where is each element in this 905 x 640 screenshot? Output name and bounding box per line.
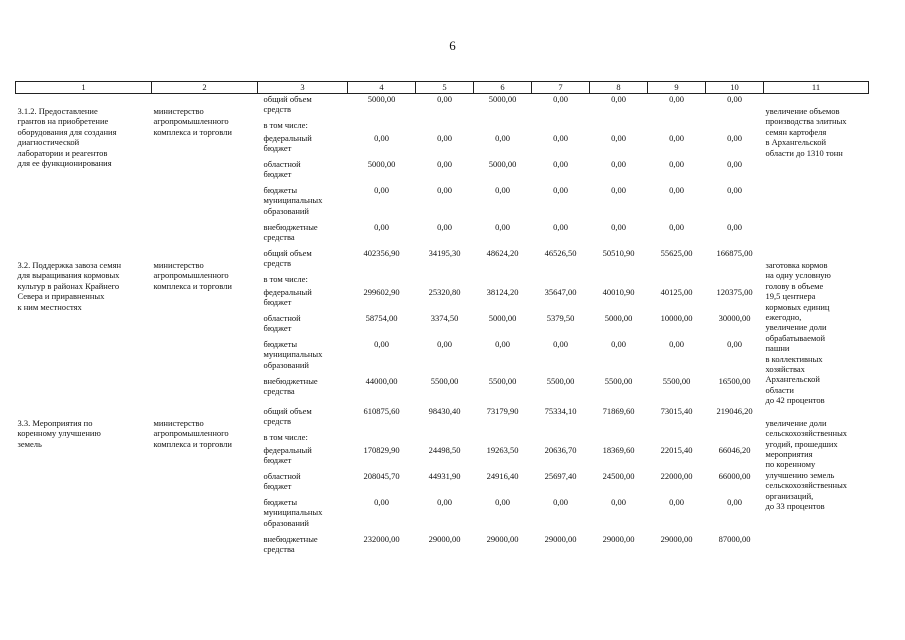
amount-cell [416,94,474,249]
amount-value: 0,00 [553,222,568,232]
amount-value: 0,00 [437,339,452,349]
amount-value: 166875,00 [716,248,753,258]
measure-cell [16,248,152,406]
funding-source-label: внебюджетные средства [263,222,318,243]
amount-value: 0,00 [495,496,510,507]
amount-value: 402356,90 [363,248,400,258]
funding-source-cell [258,94,348,249]
funding-source-label: общий объем средств [263,405,312,427]
amount-value: 24500,00 [602,470,635,481]
amount-value [350,432,414,445]
amount-value: 219046,20 [716,405,753,416]
column-number-6: 6 [474,82,532,94]
amount-value: 0,00 [437,222,452,232]
amount-cell [348,406,416,560]
amount-value: 0,00 [437,133,452,143]
amount-cell [706,406,764,560]
measure-cell-text: 3.2. Поддержка завоза семян для выращивания кормовых культур в районах Крайнего Севера и приравненных к ним местностях [17,260,122,312]
amount-cell [416,406,474,560]
expected-result-cell-text: заготовка кормов на одну условную голову в объеме 19,5 центнера кормовых единиц ежегодно, увеличение доли обрабатываемой пашни в коллективных хозяйствах Архангельской области до 42 процентов [765,260,831,406]
amount-value: 5500,00 [662,376,691,386]
amount-value: 610875,60 [363,405,400,416]
funding-source-label: областной бюджет [263,159,301,180]
amount-cell [474,406,532,560]
executor-cell [152,406,258,560]
amount-value [534,120,588,133]
amount-value [708,432,762,445]
amount-value [534,432,588,445]
amount-value: 40010,90 [602,287,635,297]
amount-cell [648,94,706,249]
column-number-1: 1 [16,82,152,94]
funding-source-label: внебюджетные средства [263,376,318,397]
amount-value: 40125,00 [660,287,693,297]
amount-value: 5500,00 [488,376,517,386]
amount-value: 0,00 [437,94,452,104]
funding-source-label: федеральный бюджет [263,287,312,308]
executor-cell-text: министерство агропромышленного комплекса и торговли [153,260,232,291]
amount-value: 0,00 [727,222,742,232]
expected-result-cell [764,406,869,560]
table-row [16,406,869,560]
column-number-9: 9 [648,82,706,94]
amount-value: 0,00 [374,222,389,232]
funding-source-cell [258,248,348,406]
amount-value [350,120,414,133]
amount-value: 25697,40 [544,470,577,481]
measure-cell [16,94,152,249]
amount-value: 0,00 [611,496,626,507]
funding-source-label: внебюджетные средства [263,533,318,555]
measure-cell [16,406,152,560]
amount-value: 0,00 [611,159,626,169]
amount-value: 0,00 [495,339,510,349]
executor-cell [152,248,258,406]
table-row [16,248,869,406]
amount-cell [706,248,764,406]
amount-value: 0,00 [727,94,742,104]
amount-value: 0,00 [553,339,568,349]
executor-cell-text: министерство агропромышленного комплекса и торговли [153,106,232,137]
amount-value: 5000,00 [367,94,396,104]
amount-value: 24916,40 [486,470,519,481]
column-number-7: 7 [532,82,590,94]
amount-value: 0,00 [611,133,626,143]
amount-value: 0,00 [669,133,684,143]
funding-source-label: общий объем средств [263,94,312,115]
amount-value [476,120,530,133]
amount-value: 0,00 [374,496,389,507]
amount-value: 29000,00 [544,533,577,544]
amount-value: 170829,90 [363,444,400,455]
amount-value [592,120,646,133]
amount-value: 18369,60 [602,444,635,455]
amount-value: 71869,60 [602,405,635,416]
amount-value [534,274,588,287]
amount-value: 50510,90 [602,248,635,258]
amount-value: 0,00 [669,185,684,195]
amount-value: 0,00 [553,94,568,104]
amount-value: 19263,50 [486,444,519,455]
amount-value [418,274,472,287]
funding-source-label: в том числе: [263,274,308,284]
header-row [16,82,869,94]
funding-source-label: федеральный бюджет [263,444,312,466]
amount-cell [532,406,590,560]
amount-value: 48624,20 [486,248,519,258]
amount-value: 0,00 [727,133,742,143]
amount-value: 0,00 [727,185,742,195]
amount-value: 232000,00 [363,533,400,544]
amount-value: 66046,20 [718,444,751,455]
amount-value: 5500,00 [604,376,633,386]
amount-value [650,432,704,445]
column-number-4: 4 [348,82,416,94]
amount-value: 5379,50 [546,313,575,323]
amount-value: 5500,00 [546,376,575,386]
funding-source-label: в том числе: [263,431,308,442]
amount-value: 0,00 [374,133,389,143]
column-number-10: 10 [706,82,764,94]
amount-value [476,432,530,445]
funding-source-label: бюджеты муниципальных образований [263,496,323,528]
table-row [16,94,869,249]
executor-cell-text: министерство агропромышленного комплекса и торговли [153,417,232,449]
funding-source-cell [258,406,348,560]
amount-value: 0,00 [669,94,684,104]
amount-value [418,120,472,133]
amount-cell [590,406,648,560]
expected-result-cell [764,248,869,406]
amount-value [650,274,704,287]
amount-value: 0,00 [727,496,742,507]
amount-value: 0,00 [611,185,626,195]
measure-cell-text: 3.3. Мероприятия по коренному улучшению земель [17,417,101,449]
amount-value: 29000,00 [428,533,461,544]
amount-cell [648,248,706,406]
amount-value [476,274,530,287]
page-number: 6 [449,38,456,53]
measure-cell-text: 3.1.2. Предоставление грантов на приобретение оборудования для создания диагностической лаборатории и реагентов для ее функционирования [17,106,117,169]
amount-value: 0,00 [727,339,742,349]
amount-value: 87000,00 [718,533,751,544]
amount-cell [590,94,648,249]
column-number-2: 2 [152,82,258,94]
column-number-3: 3 [258,82,348,94]
amount-value: 34195,30 [428,248,461,258]
amount-value: 0,00 [727,159,742,169]
amount-cell [648,406,706,560]
amount-value: 44931,90 [428,470,461,481]
amount-cell [474,94,532,249]
amount-value: 25320,80 [428,287,461,297]
executor-cell [152,94,258,249]
funding-source-label: областной бюджет [263,313,301,334]
amount-cell [590,248,648,406]
amount-value: 24498,50 [428,444,461,455]
amount-value: 29000,00 [602,533,635,544]
amount-value: 299602,90 [363,287,400,297]
column-number-5: 5 [416,82,474,94]
amount-value: 30000,00 [718,313,751,323]
amount-value: 0,00 [437,185,452,195]
expected-result-cell-text: увеличение доли сельскохозяйственных угодий, прошедших мероприятия по коренному улучшению земель сельскохозяйственных организаций, до 33 процентов [765,417,848,511]
amount-value: 0,00 [669,496,684,507]
funding-source-label: областной бюджет [263,470,301,492]
table-body [16,94,869,560]
expected-result-cell [764,94,869,249]
amount-value [708,274,762,287]
funding-source-label: общий объем средств [263,248,312,269]
amount-value: 3374,50 [430,313,459,323]
amount-value: 66000,00 [718,470,751,481]
amount-value: 38124,20 [486,287,519,297]
amount-cell [706,94,764,249]
amount-value: 46526,50 [544,248,577,258]
amount-value: 10000,00 [660,313,693,323]
amount-value: 29000,00 [486,533,519,544]
amount-value: 73179,90 [486,405,519,416]
amount-value: 0,00 [374,339,389,349]
amount-value: 5500,00 [430,376,459,386]
amount-value [592,274,646,287]
amount-value: 5000,00 [604,313,633,323]
amount-value: 5000,00 [488,313,517,323]
amount-value: 0,00 [611,94,626,104]
amount-value: 20636,70 [544,444,577,455]
amount-value: 98430,40 [428,405,461,416]
amount-value: 58754,00 [365,313,398,323]
amount-cell [532,248,590,406]
amount-value: 73015,40 [660,405,693,416]
amount-value: 35647,00 [544,287,577,297]
amount-value: 29000,00 [660,533,693,544]
amount-value: 0,00 [669,339,684,349]
amount-value [592,432,646,445]
amount-value: 0,00 [437,159,452,169]
amount-value: 0,00 [611,222,626,232]
amount-cell [474,248,532,406]
amount-value: 0,00 [437,496,452,507]
amount-value: 0,00 [553,159,568,169]
column-number-11: 11 [764,82,869,94]
amount-value: 0,00 [553,133,568,143]
table-header [16,82,869,94]
amount-cell [532,94,590,249]
amount-value: 55625,00 [660,248,693,258]
funding-source-label: в том числе: [263,120,308,130]
amount-value [650,120,704,133]
amount-value: 0,00 [495,133,510,143]
amount-value: 0,00 [495,185,510,195]
amount-cell [348,248,416,406]
amount-value: 208045,70 [363,470,400,481]
amount-value: 22000,00 [660,470,693,481]
funding-source-label: бюджеты муниципальных образований [263,339,323,370]
amount-value [418,432,472,445]
amount-value: 0,00 [669,222,684,232]
amount-value: 22015,40 [660,444,693,455]
amount-value: 0,00 [611,339,626,349]
amount-value: 0,00 [495,222,510,232]
amount-value: 120375,00 [716,287,753,297]
amount-value: 44000,00 [365,376,398,386]
amount-value: 5000,00 [488,94,517,104]
column-number-8: 8 [590,82,648,94]
amount-value [350,274,414,287]
amount-value: 0,00 [669,159,684,169]
amount-cell [416,248,474,406]
program-table [15,81,869,560]
amount-value: 0,00 [374,185,389,195]
amount-value: 0,00 [553,496,568,507]
amount-value [708,120,762,133]
amount-value: 0,00 [553,185,568,195]
amount-value: 5000,00 [367,159,396,169]
amount-value: 75334,10 [544,405,577,416]
funding-source-label: федеральный бюджет [263,133,312,154]
expected-result-cell-text: увеличение объемов производства элитных семян картофеля в Архангельской области до 1310 тонн [765,106,847,158]
amount-value: 16500,00 [718,376,751,386]
funding-source-label: бюджеты муниципальных образований [263,185,323,216]
amount-cell [348,94,416,249]
amount-value: 5000,00 [488,159,517,169]
